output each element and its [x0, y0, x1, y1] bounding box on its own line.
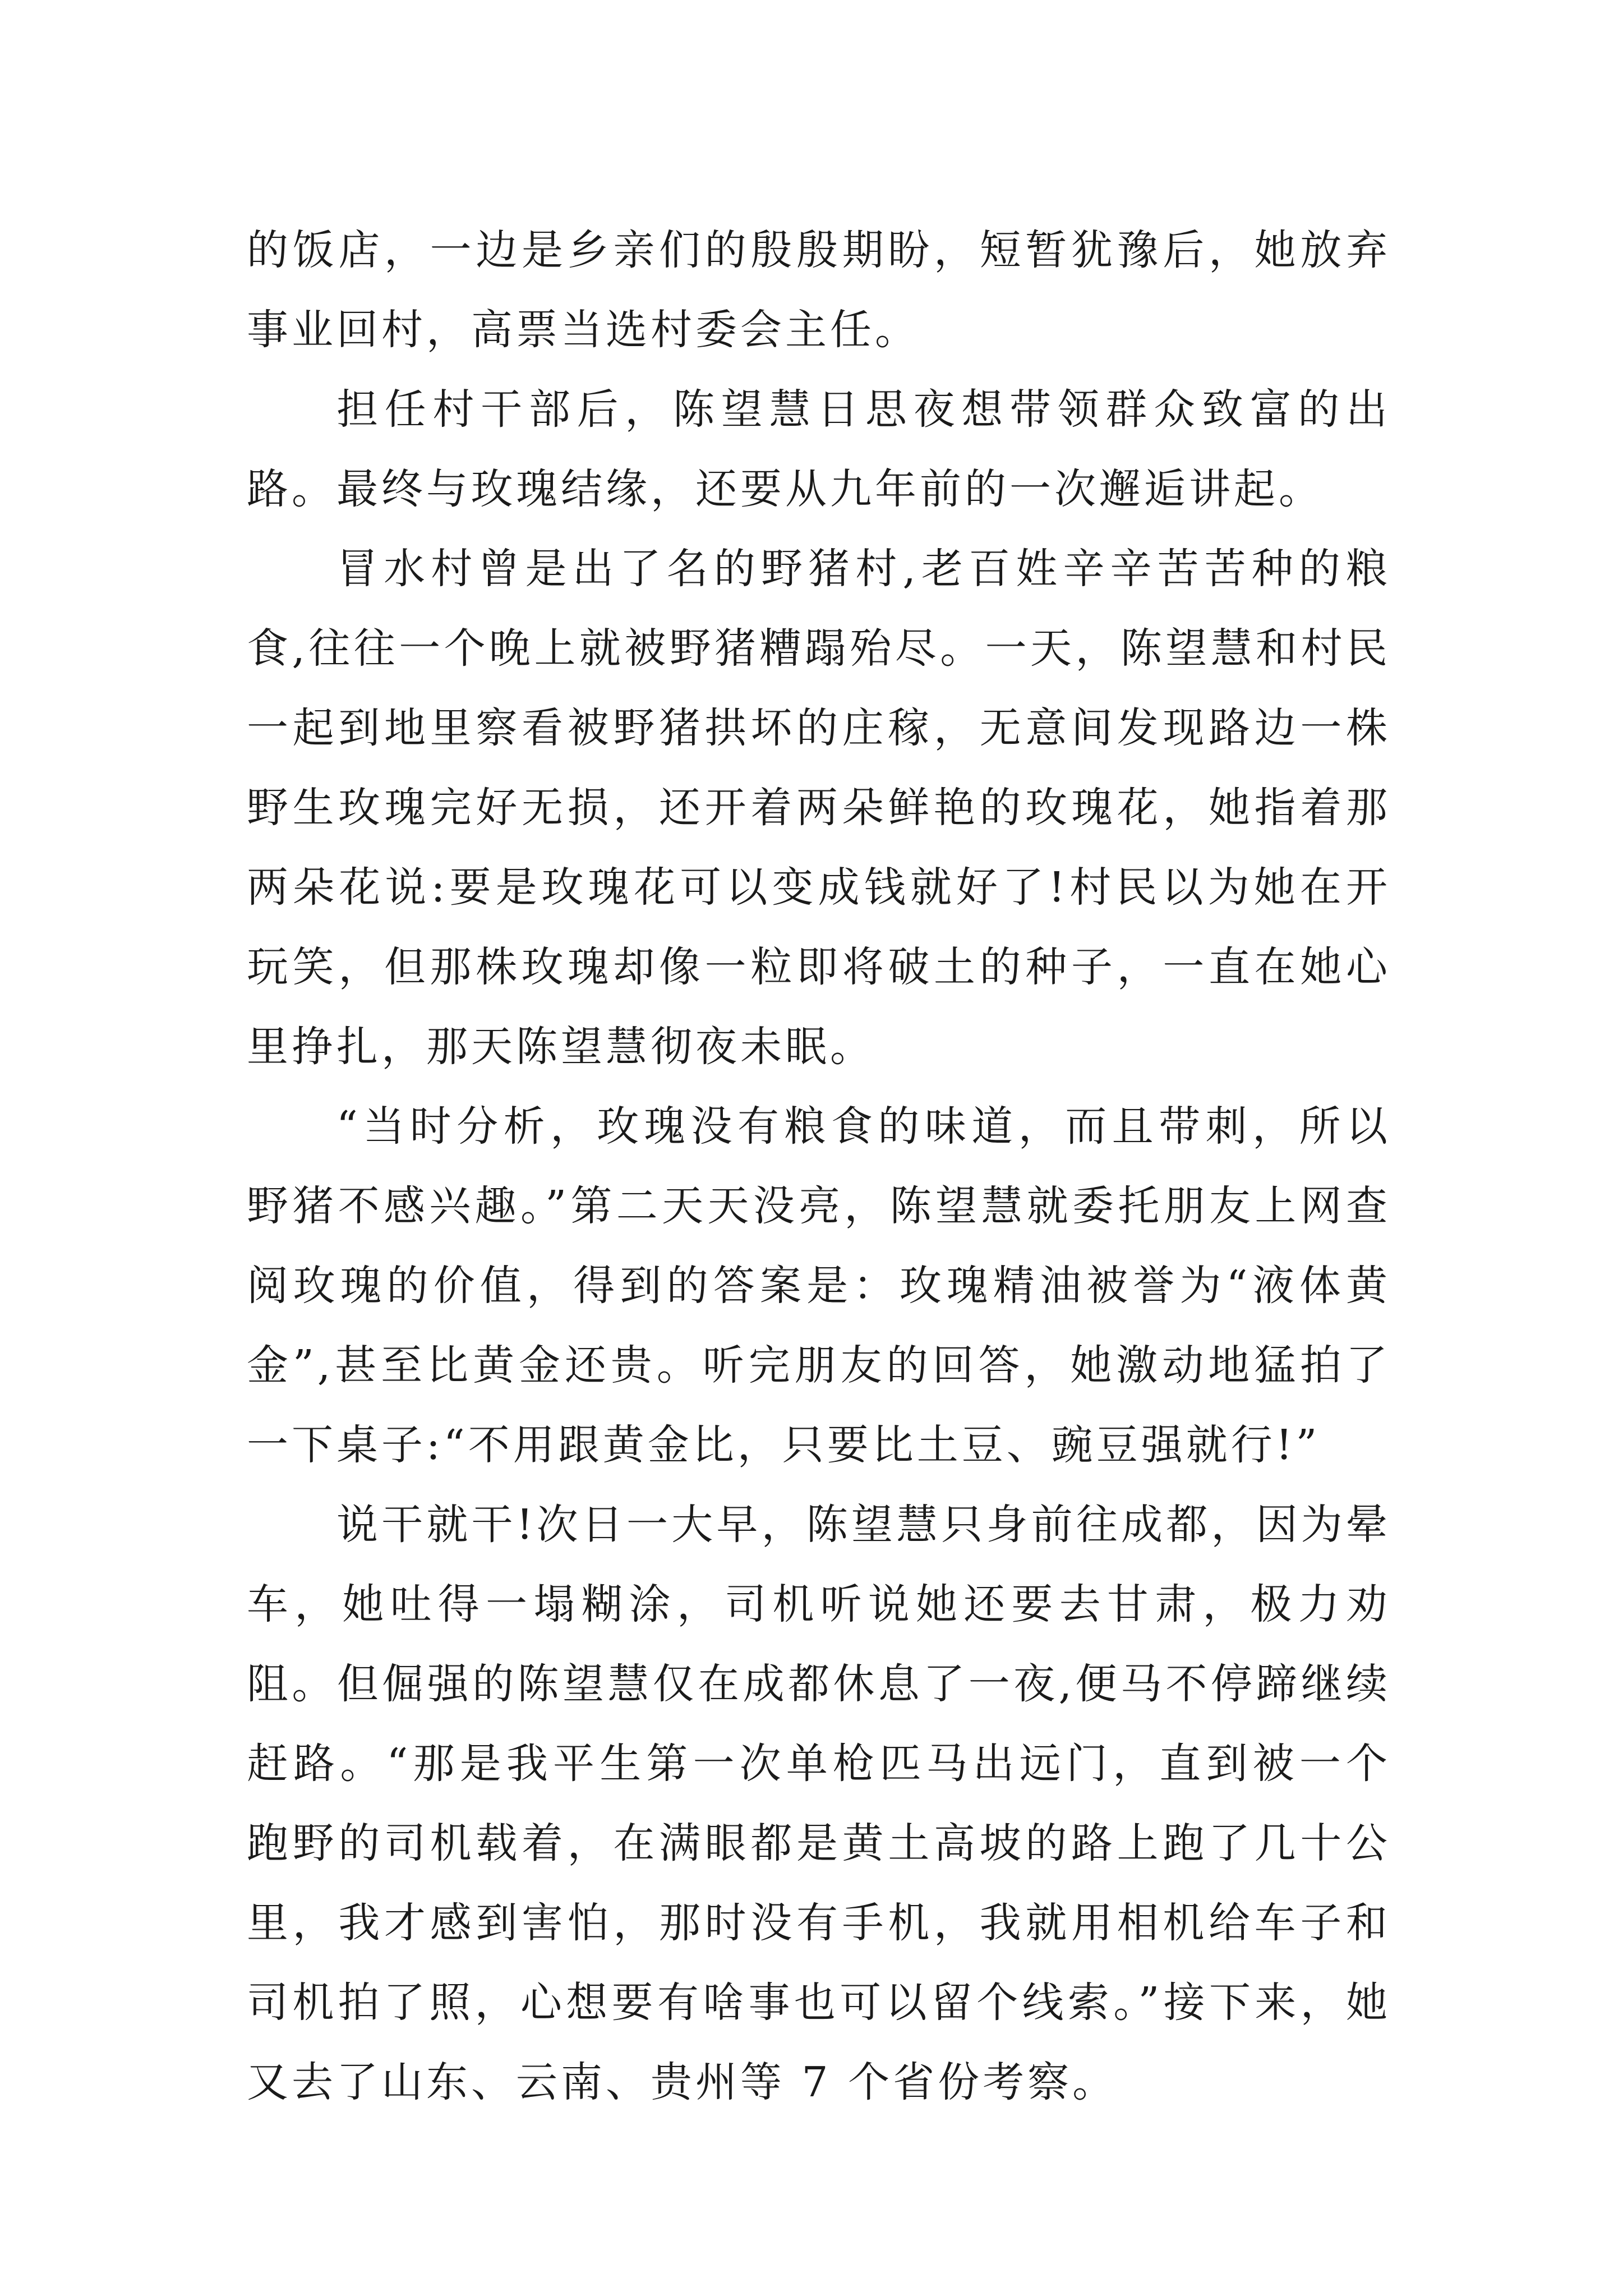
paragraph-village-cadre: 担任村干部后，陈望慧日思夜想带领群众致富的出路。最终与玫瑰结缘，还要从九年前的一次邂逅讲起。 — [247, 385, 1391, 513]
paragraph-wild-boar-village: 冒水村曾是出了名的野猪村,老百姓辛辛苦苦种的粮食,往往一个晚上就被野猪糟蹋殆尽。一天，陈望慧和村民一起到地里察看被野猪拱坏的庄稼，无意间发现路边一株野生玫瑰完好无损，还开着两朵鲜艳的玫瑰花，她指着那两朵花说:要是玫瑰花可以变成钱就好了!村民以为她在开玩笑，但那株玫瑰却像一粒即将破土的种子，一直在她心里挣扎，那天陈望慧彻夜未眠。 — [247, 545, 1391, 1071]
paragraph-continued: 的饭店，一边是乡亲们的殷殷期盼，短暂犹豫后，她放弃事业回村，高票当选村委会主任。 — [247, 226, 1391, 354]
paragraph-field-trip: 说干就干!次日一大早，陈望慧只身前往成都，因为晕车，她吐得一塌糊涂，司机听说她还要去甘肃，极力劝阻。但倔强的陈望慧仅在成都休息了一夜,便马不停蹄继续赶路。“那是我平生第一次单枪匹马出远门，直到被一个跑野的司机载着，在满眼都是黄土高坡的路上跑了几十公里，我才感到害怕，那时没有手机，我就用相机给车子和司机拍了照，心想要有啥事也可以留个线索。”接下来，她又去了山东、云南、贵州等 7 个省份考察。 — [247, 1501, 1391, 2106]
article-body — [247, 210, 1391, 2122]
paragraph-rose-value: “当时分析，玫瑰没有粮食的味道，而且带刺，所以野猪不感兴趣。”第二天天没亮，陈望慧就委托朋友上网查阅玫瑰的价值，得到的答案是：玫瑰精油被誉为“液体黄金”,甚至比黄金还贵。听完朋友的回答，她激动地猛拍了一下桌子:“不用跟黄金比，只要比土豆、豌豆强就行!” — [247, 1102, 1391, 1469]
